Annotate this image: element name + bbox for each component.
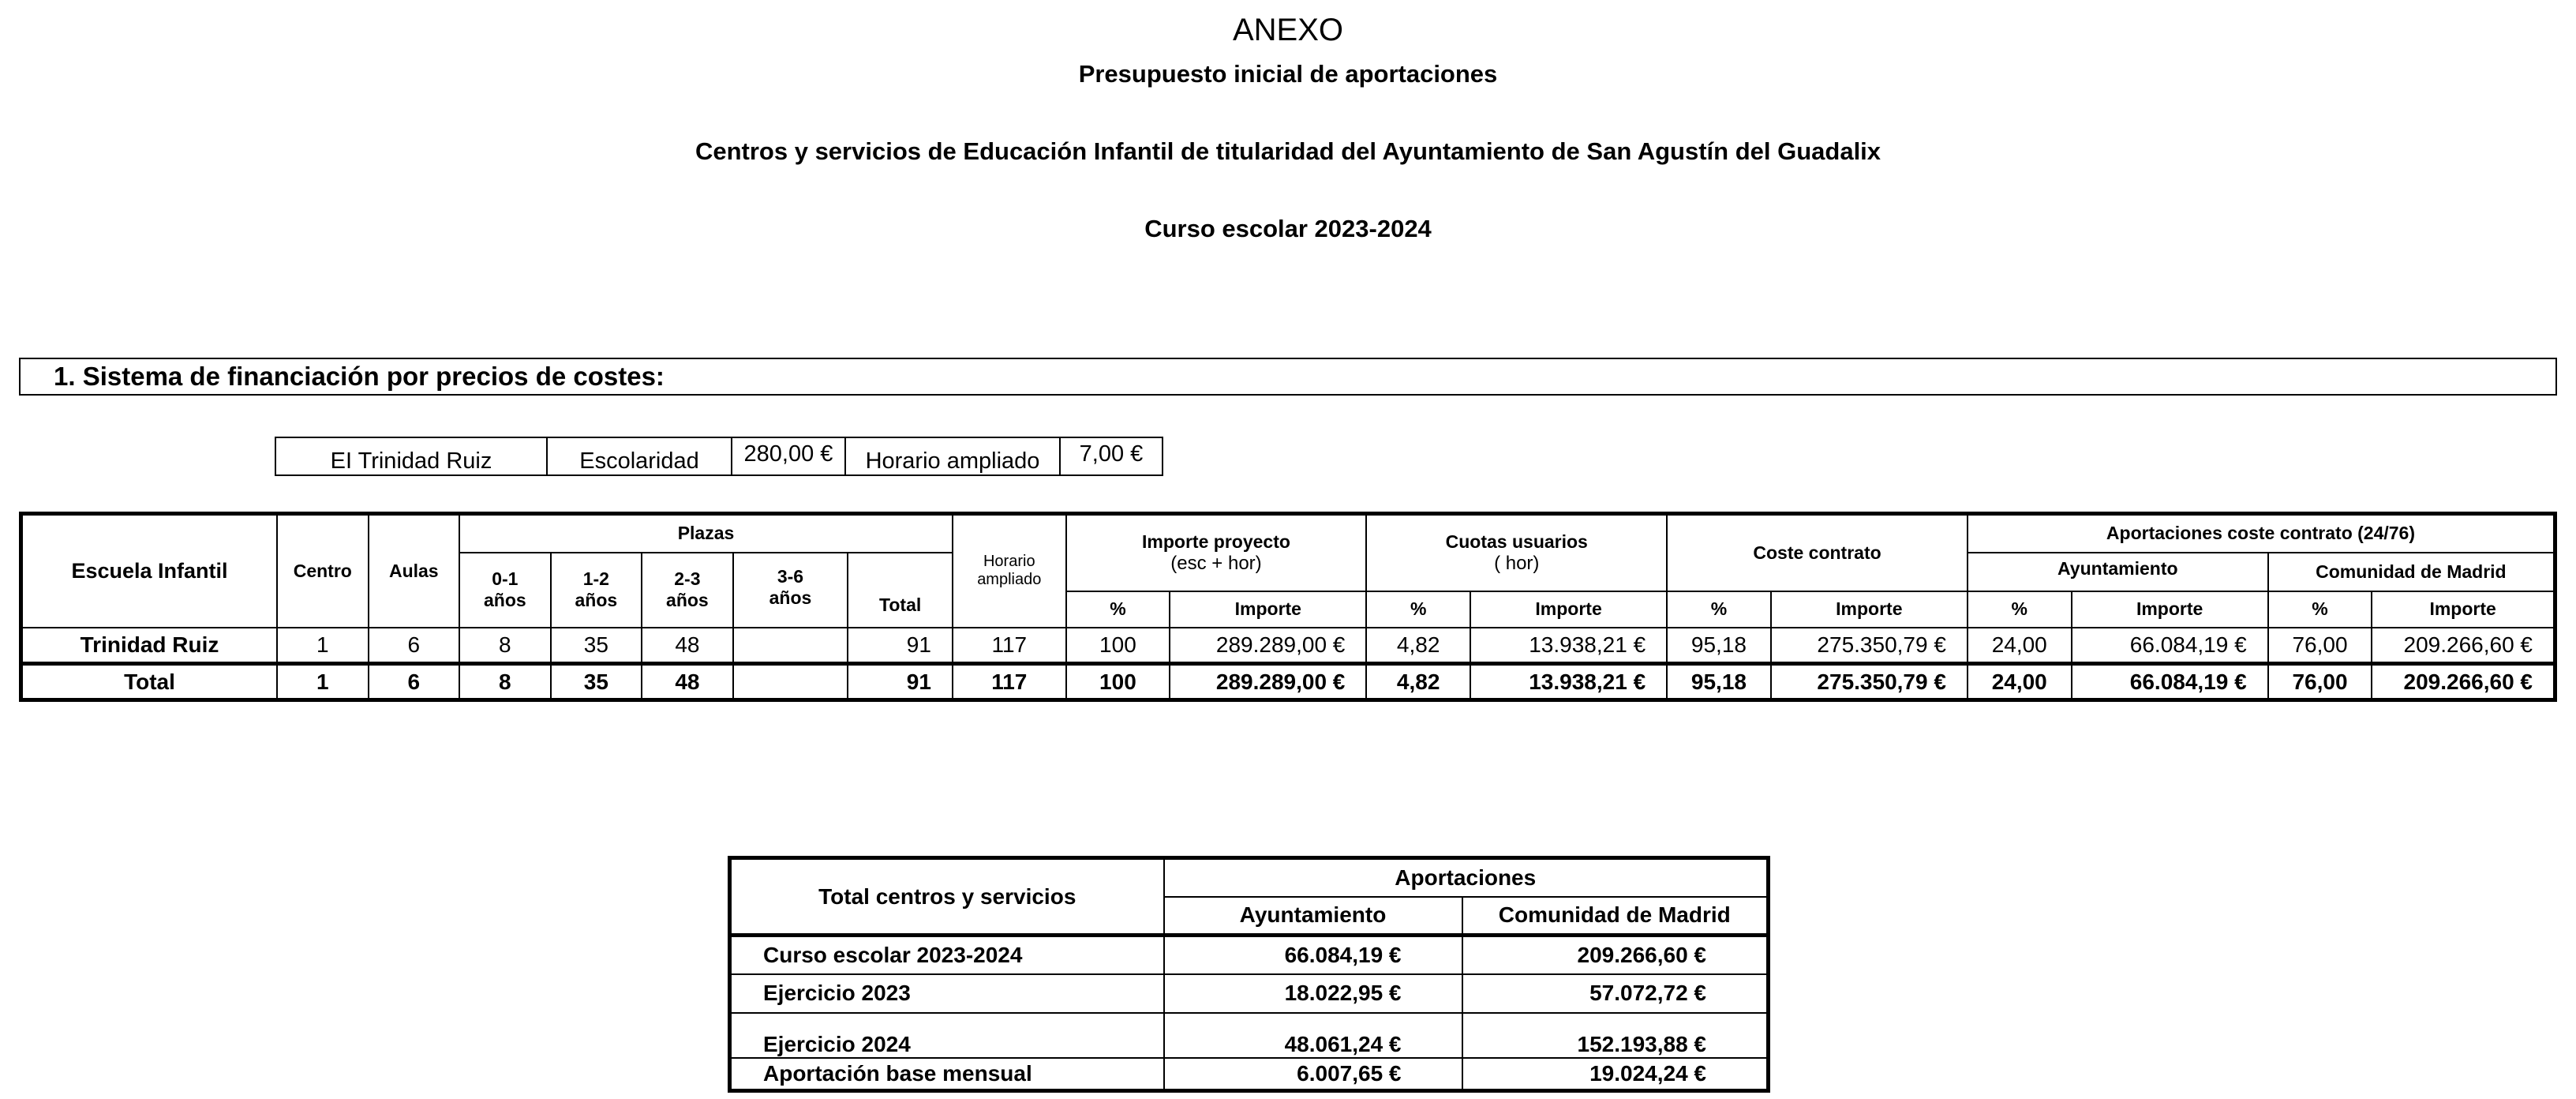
p36-line1: 3-6	[777, 565, 804, 587]
summary-row	[730, 974, 1769, 1013]
row-p23: 48	[642, 628, 733, 664]
col-aulas: Aulas	[369, 514, 460, 628]
row-cc-importe: 275.350,79 €	[1771, 628, 1968, 664]
importe-proyecto-sub: (esc + hor)	[1170, 552, 1262, 574]
ay-pct-header: %	[1968, 591, 2072, 628]
summary-row-comunidad: 57.072,72 €	[1462, 974, 1769, 1013]
col-escuela-infantil: Escuela Infantil	[21, 514, 278, 628]
total-total: 91	[848, 664, 953, 700]
col-centro: Centro	[277, 514, 369, 628]
rates-escolaridad-value: 280,00 €	[732, 437, 845, 475]
total-centro: 1	[277, 664, 369, 700]
ip-pct-header: %	[1066, 591, 1170, 628]
summary-row	[730, 1058, 1769, 1091]
total-p23: 48	[642, 664, 733, 700]
row-ip-pct: 100	[1066, 628, 1170, 664]
summary-row-label: Ejercicio 2024	[730, 1013, 1164, 1058]
col-plazas: Plazas	[459, 514, 953, 553]
summary-row-comunidad: 152.193,88 €	[1462, 1013, 1769, 1058]
total-cu-importe: 13.938,21 €	[1470, 664, 1667, 700]
total-p12: 35	[551, 664, 642, 700]
total-name: Total	[21, 664, 278, 700]
summary-row-label: Ejercicio 2023	[730, 974, 1164, 1013]
summary-row-ayuntamiento: 48.061,24 €	[1164, 1013, 1462, 1058]
cu-importe-header: Importe	[1470, 591, 1667, 628]
row-total: 91	[848, 628, 953, 664]
row-ay-importe: 66.084,19 €	[2072, 628, 2268, 664]
cuotas-title: Cuotas usuarios	[1445, 531, 1588, 552]
col-aportaciones: Aportaciones coste contrato (24/76)	[1968, 514, 2555, 553]
p23-line1: 2-3	[674, 568, 701, 589]
p01-line2: años	[483, 590, 526, 610]
total-ip-importe: 289.289,00 €	[1170, 664, 1366, 700]
school-year-heading: Curso escolar 2023-2024	[1144, 215, 1432, 242]
summary-row-comunidad: 209.266,60 €	[1462, 936, 1769, 974]
table-row	[21, 628, 2555, 664]
row-p12: 35	[551, 628, 642, 664]
row-centro: 1	[277, 628, 369, 664]
total-ay-pct: 24,00	[1968, 664, 2072, 700]
summary-row-label: Aportación base mensual	[730, 1058, 1164, 1091]
summary-row-comunidad: 19.024,24 €	[1462, 1058, 1769, 1091]
row-name: Trinidad Ruiz	[21, 628, 278, 664]
horario-line1: Horario	[983, 553, 1035, 571]
row-cu-pct: 4,82	[1366, 628, 1470, 664]
p01-line1: 0-1	[492, 568, 519, 589]
summary-aportaciones: Aportaciones	[1164, 858, 1769, 897]
rates-horario-label: Horario ampliado	[845, 437, 1060, 475]
col-cuotas-usuarios	[1366, 514, 1667, 591]
summary-row-label: Curso escolar 2023-2024	[730, 936, 1164, 974]
col-comunidad: Comunidad de Madrid	[2268, 553, 2555, 591]
row-ip-importe: 289.289,00 €	[1170, 628, 1366, 664]
cuotas-sub: ( hor)	[1494, 552, 1540, 574]
p12-line2: años	[575, 590, 618, 610]
cc-pct-header: %	[1667, 591, 1771, 628]
row-p01: 8	[459, 628, 551, 664]
row-cc-pct: 95,18	[1667, 628, 1771, 664]
total-aulas: 6	[369, 664, 460, 700]
p12-line1: 1-2	[582, 568, 609, 589]
total-cm-importe: 209.266,60 €	[2372, 664, 2555, 700]
horario-line2: ampliado	[977, 571, 1042, 589]
row-aulas: 6	[369, 628, 460, 664]
col-ayuntamiento: Ayuntamiento	[1968, 553, 2268, 591]
importe-proyecto-title: Importe proyecto	[1142, 531, 1290, 552]
summary-row	[730, 936, 1769, 974]
summary-row-ayuntamiento: 66.084,19 €	[1164, 936, 1462, 974]
document-subtitle: Presupuesto inicial de aportaciones	[1078, 60, 1498, 88]
p23-line2: años	[666, 590, 709, 610]
summary-table	[728, 856, 1770, 1093]
rates-school-name: EI Trinidad Ruiz	[275, 437, 547, 475]
summary-comunidad-header: Comunidad de Madrid	[1462, 897, 1769, 936]
summary-row-ayuntamiento: 6.007,65 €	[1164, 1058, 1462, 1091]
rates-table	[275, 437, 1163, 476]
col-total: Total	[848, 553, 953, 628]
total-row	[21, 664, 2555, 700]
summary-title: Total centros y servicios	[730, 858, 1164, 936]
row-cm-pct: 76,00	[2268, 628, 2372, 664]
total-p01: 8	[459, 664, 551, 700]
ip-importe-header: Importe	[1170, 591, 1366, 628]
total-horario: 117	[953, 664, 1066, 700]
section-heading: 1. Sistema de financiación por precios de costes:	[19, 358, 2557, 396]
summary-ayuntamiento-header: Ayuntamiento	[1164, 897, 1462, 936]
cu-pct-header: %	[1366, 591, 1470, 628]
col-p36	[733, 553, 848, 628]
summary-row	[730, 1013, 1769, 1058]
cc-importe-header: Importe	[1771, 591, 1968, 628]
col-horario-ampliado	[953, 514, 1066, 628]
col-p23	[642, 553, 733, 628]
total-p36	[733, 664, 848, 700]
financing-table	[19, 512, 2557, 702]
col-coste-contrato: Coste contrato	[1667, 514, 1968, 591]
total-cc-importe: 275.350,79 €	[1771, 664, 1968, 700]
row-horario: 117	[953, 628, 1066, 664]
annex-title: ANEXO	[1232, 13, 1344, 47]
ay-importe-header: Importe	[2072, 591, 2268, 628]
row-cm-importe: 209.266,60 €	[2372, 628, 2555, 664]
centros-heading: Centros y servicios de Educación Infantil de titularidad del Ayuntamiento de San Agustín del Guadalix	[695, 137, 1881, 165]
total-cu-pct: 4,82	[1366, 664, 1470, 700]
total-cc-pct: 95,18	[1667, 664, 1771, 700]
cm-pct-header: %	[2268, 591, 2372, 628]
row-cu-importe: 13.938,21 €	[1470, 628, 1667, 664]
p36-line2: años	[769, 587, 812, 608]
total-ip-pct: 100	[1066, 664, 1170, 700]
total-cm-pct: 76,00	[2268, 664, 2372, 700]
col-importe-proyecto	[1066, 514, 1367, 591]
rates-horario-value: 7,00 €	[1060, 437, 1163, 475]
cm-importe-header: Importe	[2372, 591, 2555, 628]
total-ay-importe: 66.084,19 €	[2072, 664, 2268, 700]
col-p01	[459, 553, 551, 628]
row-ay-pct: 24,00	[1968, 628, 2072, 664]
rates-escolaridad-label: Escolaridad	[547, 437, 732, 475]
summary-row-ayuntamiento: 18.022,95 €	[1164, 974, 1462, 1013]
row-p36	[733, 628, 848, 664]
col-p12	[551, 553, 642, 628]
